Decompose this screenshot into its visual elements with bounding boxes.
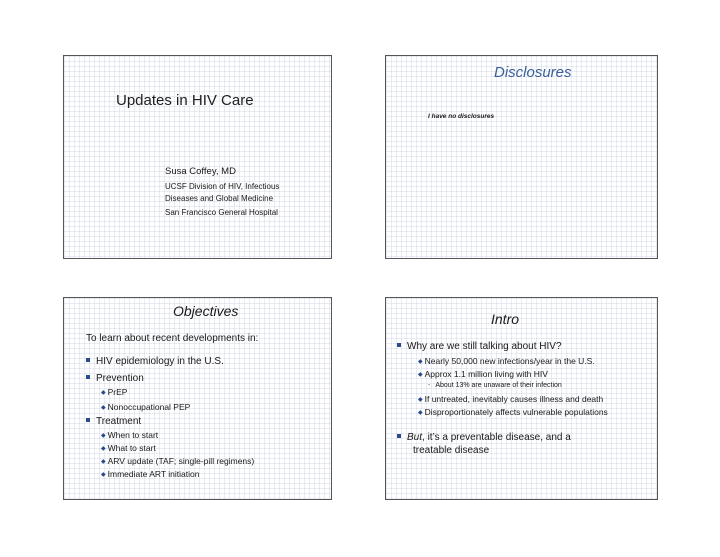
square-bullet-icon bbox=[86, 418, 90, 422]
list-item-text: Nearly 50,000 new infections/year in the U.S. bbox=[424, 356, 595, 366]
list-item-text: Why are we still talking about HIV? bbox=[407, 341, 562, 352]
affiliation-line: UCSF Division of HIV, Infectious bbox=[165, 182, 280, 191]
list-item bbox=[101, 402, 190, 412]
list-item bbox=[101, 430, 158, 440]
square-bullet-icon bbox=[397, 343, 401, 347]
list-item bbox=[397, 432, 571, 443]
list-item bbox=[86, 416, 141, 427]
diamond-bullet-icon: ◆ bbox=[418, 359, 423, 365]
list-item-text: Prevention bbox=[96, 373, 144, 384]
list-item bbox=[418, 394, 603, 404]
list-item-text: About 13% are unaware of their infection bbox=[435, 382, 562, 389]
disclosures-heading: Disclosures bbox=[494, 64, 572, 81]
list-item bbox=[418, 369, 548, 379]
slide-objectives bbox=[63, 297, 332, 500]
author-name: Susa Coffey, MD bbox=[165, 166, 236, 177]
list-item bbox=[101, 387, 127, 397]
affiliation-line: San Francisco General Hospital bbox=[165, 208, 278, 217]
list-item-text: ARV update (TAF; single-pill regimens) bbox=[107, 456, 255, 466]
objectives-intro: To learn about recent developments in: bbox=[86, 333, 259, 344]
dash-bullet-icon: - bbox=[428, 382, 431, 389]
square-bullet-icon bbox=[397, 434, 401, 438]
list-item-text: Immediate ART initiation bbox=[107, 469, 200, 479]
list-item bbox=[418, 407, 608, 417]
diamond-bullet-icon: ◆ bbox=[418, 397, 423, 403]
author-affiliation bbox=[165, 181, 279, 219]
slide-title bbox=[63, 55, 332, 259]
objectives-heading: Objectives bbox=[173, 303, 239, 319]
list-item-text: Approx 1.1 million living with HIV bbox=[424, 369, 548, 379]
list-item bbox=[397, 341, 562, 352]
slide-disclosures bbox=[385, 55, 658, 259]
intro-heading: Intro bbox=[491, 311, 520, 327]
list-item bbox=[418, 356, 595, 366]
list-item-text: HIV epidemiology in the U.S. bbox=[96, 356, 224, 367]
list-item bbox=[86, 356, 224, 367]
disclosures-text: I have no disclosures bbox=[428, 113, 495, 120]
diamond-bullet-icon: ◆ bbox=[101, 433, 106, 439]
list-item bbox=[428, 382, 562, 389]
square-bullet-icon bbox=[86, 358, 90, 362]
diamond-bullet-icon: ◆ bbox=[101, 446, 106, 452]
list-item-text: Treatment bbox=[96, 416, 142, 427]
diamond-bullet-icon: ◆ bbox=[101, 405, 106, 411]
slide-intro bbox=[385, 297, 658, 500]
emphasis-text: But bbox=[407, 432, 423, 443]
list-item-text: , it’s a preventable disease, and a bbox=[422, 432, 571, 443]
list-item-text: If untreated, inevitably causes illness and death bbox=[424, 394, 604, 404]
diamond-bullet-icon: ◆ bbox=[101, 390, 106, 396]
diamond-bullet-icon: ◆ bbox=[101, 459, 106, 465]
list-item-text: What to start bbox=[107, 443, 156, 453]
list-item bbox=[86, 373, 144, 384]
diamond-bullet-icon: ◆ bbox=[101, 472, 106, 478]
list-item-text: Disproportionately affects vulnerable populations bbox=[424, 407, 608, 417]
list-item bbox=[101, 443, 156, 453]
diamond-bullet-icon: ◆ bbox=[418, 410, 423, 416]
diamond-bullet-icon: ◆ bbox=[418, 372, 423, 378]
affiliation-line: Diseases and Global Medicine bbox=[165, 194, 274, 203]
list-item-text: When to start bbox=[107, 430, 159, 440]
list-item-text: Nonoccupational PEP bbox=[107, 402, 191, 412]
slide-title-heading: Updates in HIV Care bbox=[116, 92, 254, 109]
list-item-continuation: treatable disease bbox=[413, 445, 490, 456]
list-item bbox=[101, 469, 199, 479]
square-bullet-icon bbox=[86, 375, 90, 379]
list-item bbox=[101, 456, 254, 466]
list-item-text: PrEP bbox=[107, 387, 128, 397]
